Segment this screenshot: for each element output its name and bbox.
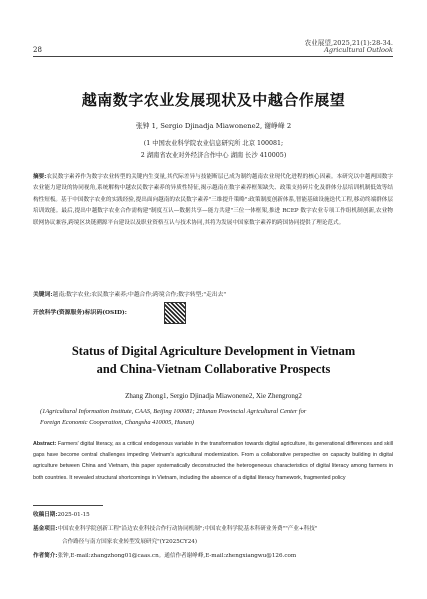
abstract-en: [33, 439, 393, 484]
title-en-line-1: Status of Digital Agriculture Development in Vietnam: [71, 344, 356, 358]
keywords-cn-text: 越南;数字农业;农民数字素养;中越合作;跨境合作;数字转型;"走出去": [52, 292, 227, 298]
fund-text-1: 中国农业科学院创新工程"沿边农业科技合作行动协同机制";中国农业科学院基本科研业务费""产业+科技": [57, 526, 318, 532]
affiliation-en-2: Foreign Economic Cooperation, Changsha 410005, Hunan): [40, 419, 195, 426]
author-info-text: 张钟,E-mail:zhangzhong01@caas.cn。通信作者谢峥峰,E-mail:zhengxiangwu@126.com: [57, 553, 297, 559]
abstract-en-text: Farmers' digital literacy, as a critical endogenous variable in the transformation towards digital agriculture, its generational differences and skill gaps have become central challenges impeding Vietnam's agricultural modernization. From a collaborative perspective on capacity building in digital agriculture between China and Vietnam, this paper systematically deconstructed the heterogeneous characteristics of digital literacy among farmers in both countries. It revealed structural shortcomings in Vietnam, including the absence of a digital literacy framework, fragmented policy: [33, 441, 393, 481]
author-info-label: 作者简介:: [33, 553, 58, 559]
title-cn: 越南数字农业发展现状及中越合作展望: [81, 91, 346, 109]
authors-en: Zhang Zhong1, Sergio Djinadja Miawonene2, Xie Zhengrong2: [125, 392, 302, 400]
journal-citation: 农业展望,2025,21(1):28-34.: [304, 39, 393, 47]
header-rule: [33, 56, 393, 57]
received-date: [33, 510, 393, 518]
received-value: 2025-01-15: [57, 512, 90, 518]
author-info: [33, 551, 393, 559]
received-label: 收稿日期:: [33, 512, 58, 518]
abstract-en-label: Abstract:: [33, 441, 57, 447]
qr-code-icon[interactable]: [164, 302, 186, 324]
fund-line-2: 合作路径与南方国家农业转型发展研究"(Y2025CY24): [62, 539, 198, 545]
page-number: 28: [33, 46, 42, 54]
abstract-cn-text: 农民数字素养作为数字农业转型的关键内生变量,其代际差异与技能断层已成为制约越南农业现代化进程的核心因素。本研究以中越两国数字农业能力建设的协同视角,系统解构中越农民数字素养的异质性特征,揭示越南在数字素养框架缺失、政策支持碎片化及群体分层培训机制低效等结构性短板。基于中国数字农业的实践经验,提出面向越南的农民数字素养"三维提升策略":政策制度创新体系,智能基础设施迭代工程,移动终端群体层培训效能。最后,提出中越数字农业合作需构建"制度互认—数据共享—能力共建"三位一体框架,推进 RCEP 数字农业专项工作组机制创新,农业物联网协议兼容,跨境区块链溯源平台建设以及职业资格互认与技术协同,其将为发展中国家数字素养的跨国协同提供了理论范式。: [33, 174, 393, 226]
fund-line-1: [33, 524, 393, 532]
osid-label: 开放科学(资源服务)标识码(OSID):: [33, 310, 127, 316]
affiliation-cn-1: (1 中国农业科学院农业信息研究所 北京 100081;: [143, 140, 284, 147]
keywords-cn: [33, 289, 393, 298]
title-en-line-2: and China-Vietnam Collaborative Prospects: [96, 362, 331, 376]
keywords-cn-label: 关键词:: [33, 292, 53, 298]
abstract-cn: [33, 172, 393, 229]
authors-cn: 张钟 1, Sergio Djinadja Miawonene2, 谢峥峰 2: [135, 122, 292, 130]
journal-name-en: Agricultural Outlook: [324, 46, 393, 54]
fund-label: 基金项目:: [33, 526, 58, 532]
affiliation-cn-2: 2 湖南省农业对外经济合作中心 湖南 长沙 410005): [140, 152, 287, 159]
affiliation-en-1: (1Agricultural Information Institute, CAAS, Beijing 100081; 2Hunan Provincial Agricultural Center for: [40, 408, 307, 415]
footnote-rule: [33, 505, 103, 506]
abstract-cn-label: 摘要:: [33, 174, 47, 180]
